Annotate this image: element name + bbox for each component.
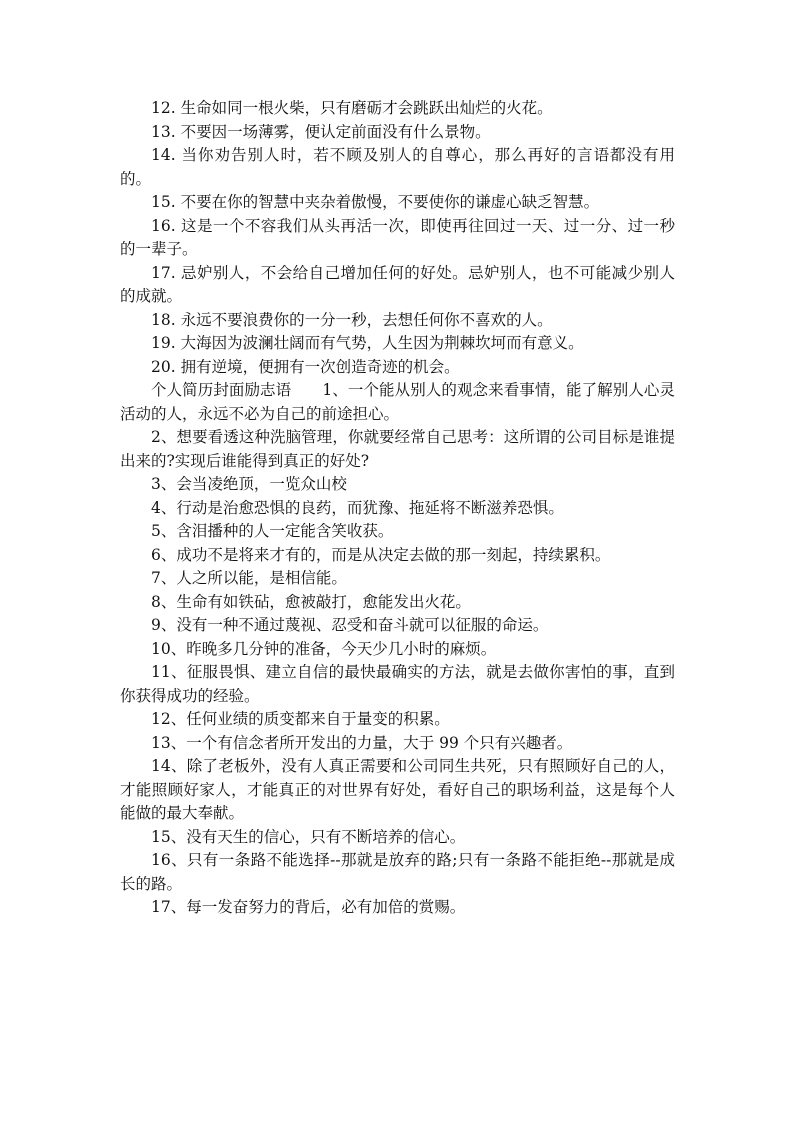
paragraph: 14、除了老板外，没有人真正需要和公司同生共死，只有照顾好自己的人，才能照顾好家人，才能真正的对世界有好处，看好自己的职场利益，这是每个人能做的最大奉献。 [120, 757, 675, 822]
paragraph: 14. 当你劝告别人时，若不顾及别人的自尊心，那么再好的言语都没有用的。 [120, 146, 675, 188]
document-body [120, 97, 675, 920]
paragraph: 18. 永远不要浪费你的一分一秒，去想任何你不喜欢的人。 [151, 310, 553, 329]
paragraph: 7、人之所以能，是相信能。 [151, 569, 347, 587]
paragraph: 10、昨晚多几分钟的准备，今天少几小时的麻烦。 [151, 639, 497, 658]
paragraph: 2、想要看透这种洗脑管理，你就要经常自己思考：这所谓的公司目标是谁提出来的?实现后谁能得到真正的好处? [120, 428, 675, 470]
paragraph: 20. 拥有逆境，便拥有一次创造奇迹的机会。 [151, 357, 460, 376]
paragraph: 4、行动是治愈恐惧的良药，而犹豫、拖延将不断滋养恐惧。 [151, 498, 564, 517]
paragraph: 9、没有一种不通过蔑视、忍受和奋斗就可以征服的命运。 [151, 616, 549, 634]
paragraph: 5、含泪播种的人一定能含笑收获。 [151, 522, 394, 540]
paragraph: 个人简历封面励志语 1、一个能从别人的观念来看事情，能了解别人心灵活动的人，永远不必为自己的前途担心。 [120, 381, 675, 423]
paragraph: 12、任何业绩的质变都来自于量变的积累。 [151, 710, 450, 728]
paragraph: 12. 生命如同一根火柴，只有磨砺才会跳跃出灿烂的火花。 [151, 99, 553, 117]
paragraph: 16. 这是一个不容我们从头再活一次，即使再往回过一天、过一分、过一秒的一辈子。 [120, 216, 675, 258]
paragraph: 3、会当凌绝顶，一览众山校 [151, 475, 347, 493]
paragraph: 16、只有一条路不能选择--那就是放弃的路;只有一条路不能拒绝--那就是成长的路。 [120, 851, 675, 893]
paragraph: 15、没有天生的信心，只有不断培养的信心。 [151, 827, 466, 846]
paragraph: 6、成功不是将来才有的，而是从决定去做的那一刻起，持续累积。 [151, 545, 611, 564]
paragraph: 17、每一发奋努力的背后，必有加倍的赏赐。 [151, 898, 466, 916]
paragraph: 17. 忌妒别人，不会给自己增加任何的好处。忌妒别人，也不可能减少别人的成就。 [120, 263, 675, 305]
paragraph: 8、生命有如铁砧，愈被敲打，愈能发出火花。 [151, 592, 471, 611]
paragraph: 13. 不要因一场薄雾，便认定前面没有什么景物。 [151, 122, 491, 141]
paragraph: 13、一个有信念者所开发出的力量，大于 99 个只有兴趣者。 [151, 733, 573, 752]
paragraph: 11、征服畏惧、建立自信的最快最确实的方法，就是去做你害怕的事，直到你获得成功的经验。 [120, 663, 675, 705]
paragraph: 15. 不要在你的智慧中夹杂着傲慢，不要使你的谦虚心缺乏智慧。 [151, 193, 600, 211]
paragraph: 19. 大海因为波澜壮阔而有气势，人生因为荆棘坎坷而有意义。 [151, 334, 584, 352]
